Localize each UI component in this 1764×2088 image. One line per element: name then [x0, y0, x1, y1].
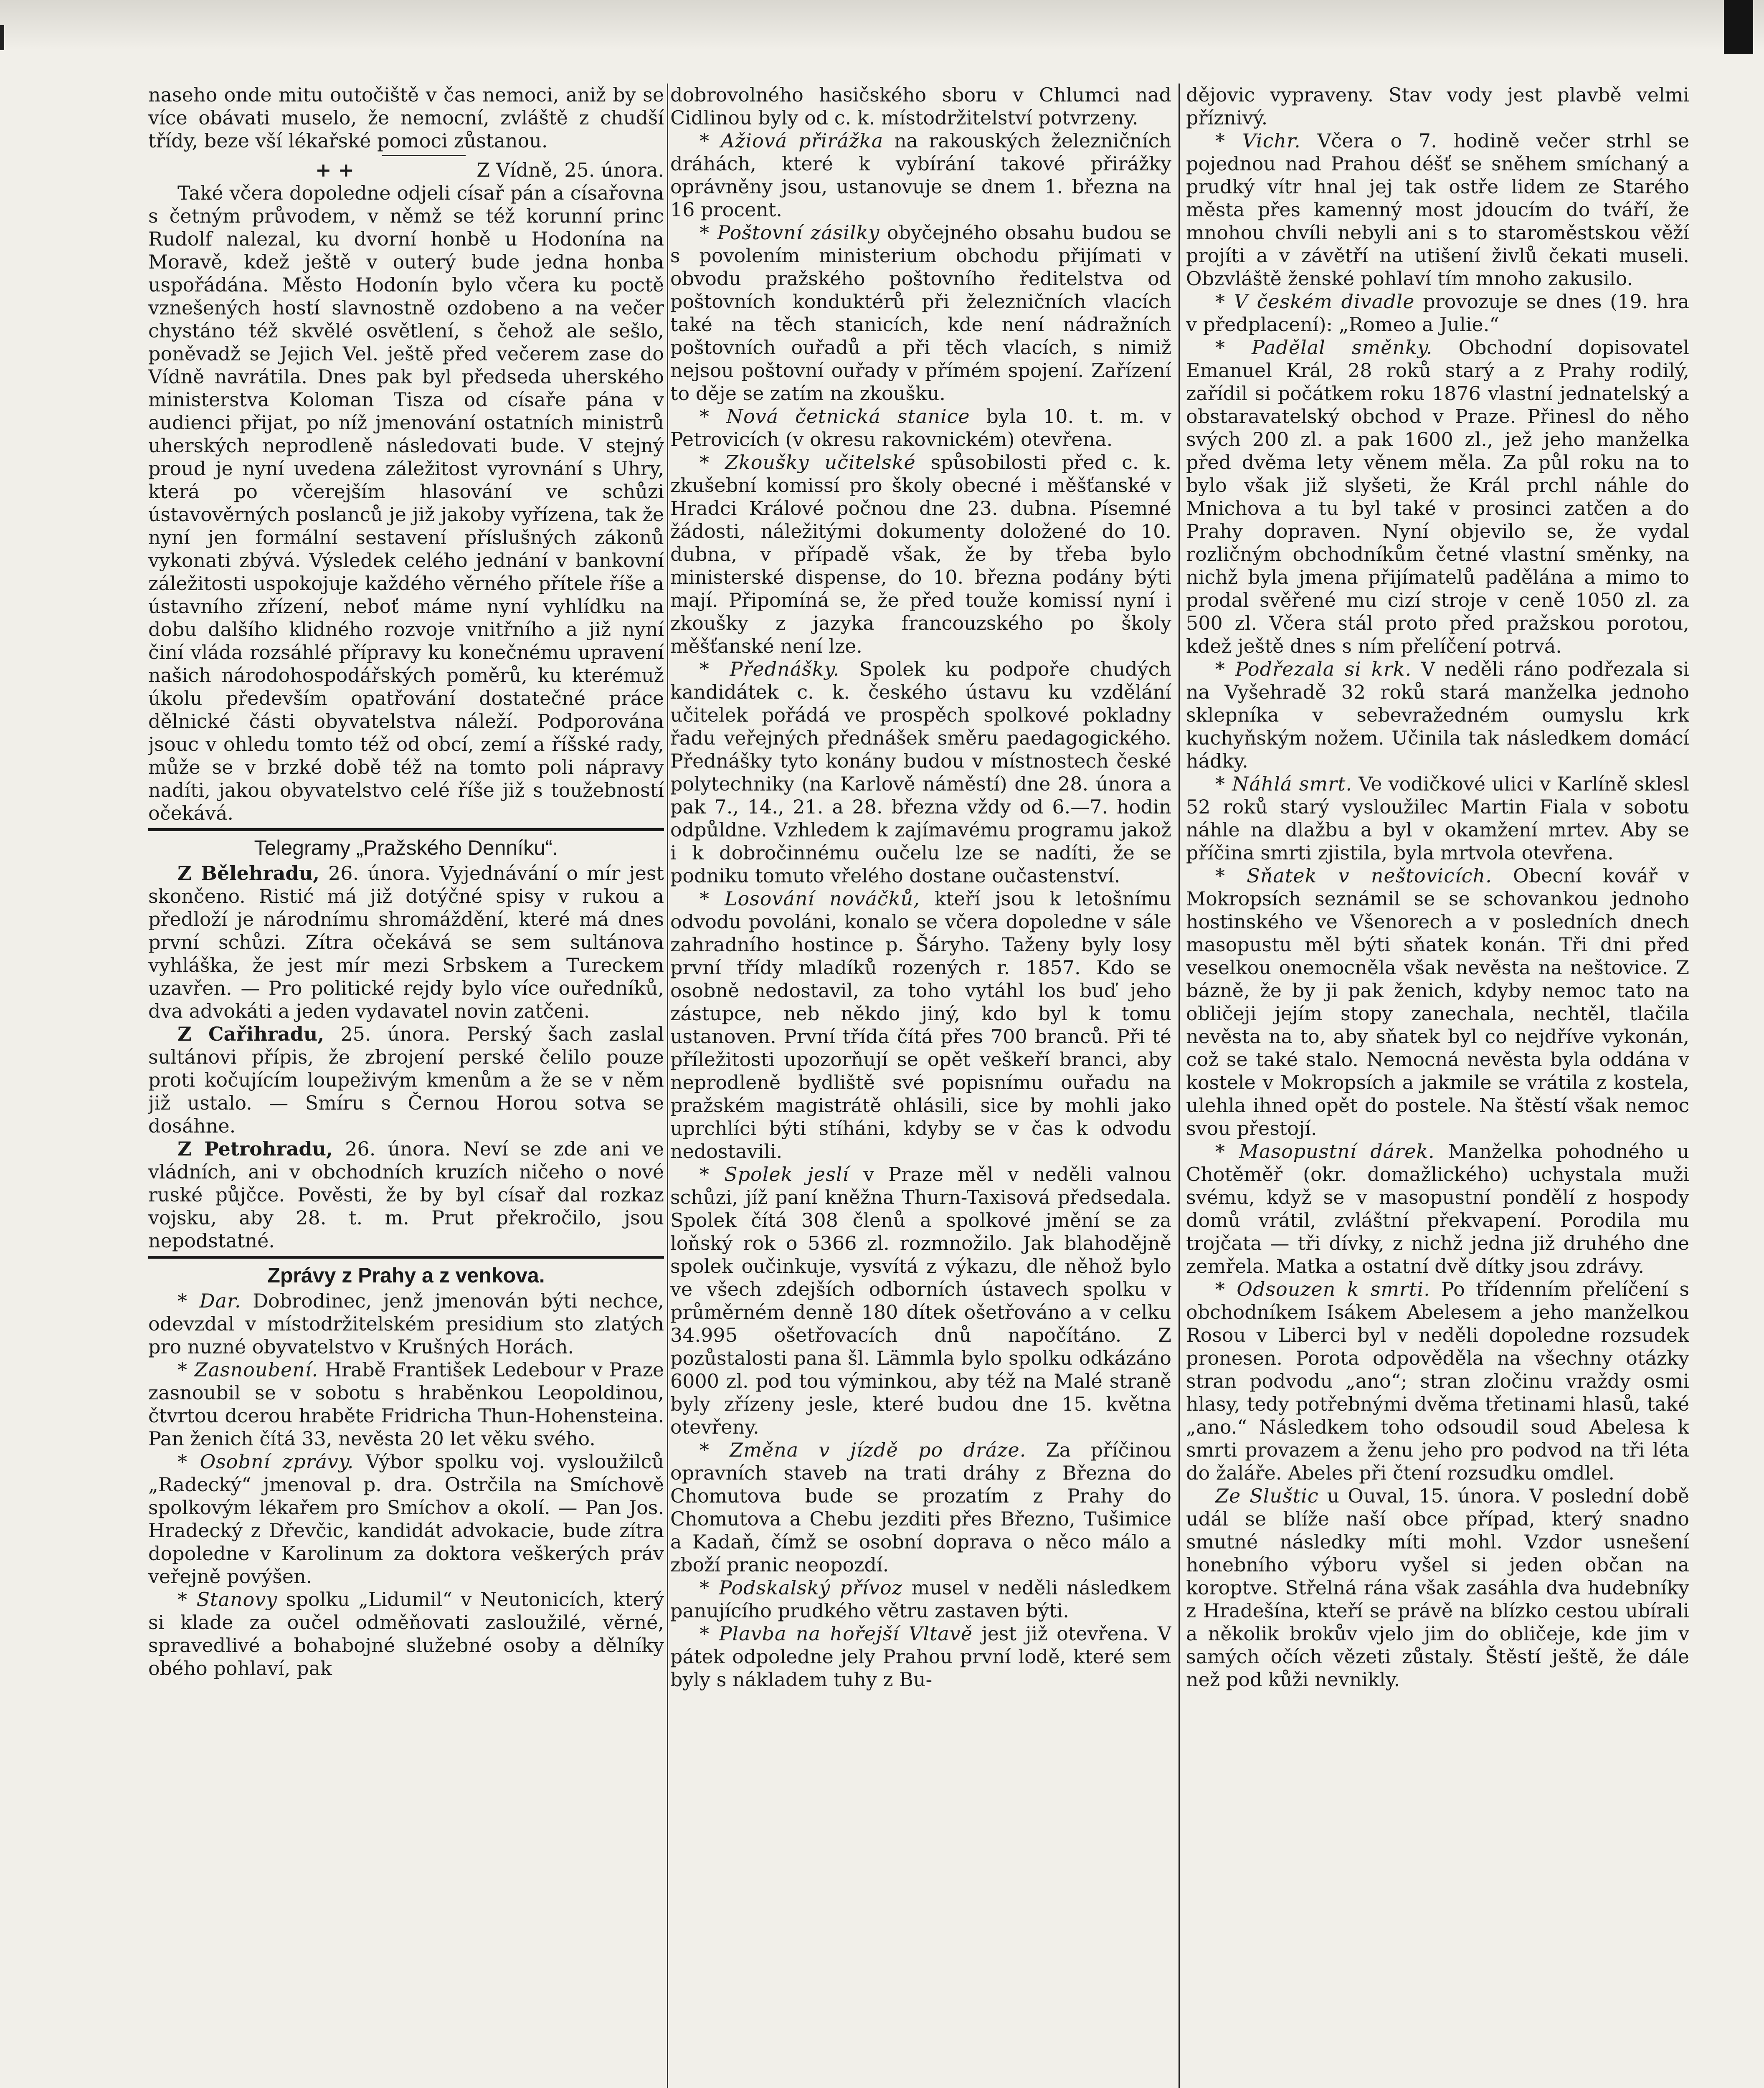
- news-keyword: * Ažiová přirážka: [700, 129, 884, 152]
- short-rule: [382, 155, 466, 156]
- telegram-place: Z Cařihradu,: [177, 1023, 324, 1045]
- news-keyword: * Poštovní zásilky: [700, 221, 880, 244]
- news-keyword: * Masopustní dárek.: [1215, 1140, 1435, 1163]
- news-item: * Masopustní dárek. Manželka pohodného u Chotěměř (okr. domažlického) uchystala muži svému, když se v masopustní pondělí z hospody domů vrátil, zvláštní překvapení. Porodila mu trojčata — tři dívky, z nichž jedna již druhého dne zemřela. Matka a ostatní dvě dítky jsou zdrávy.: [1186, 1140, 1689, 1277]
- news-item: * Plavba na hořejší Vltavě jest již otevřena. V pátek odpoledne jely Prahou první lodě, které sem byly s nákladem tuhy z Bu-: [670, 1622, 1171, 1691]
- news-item: * Zasnoubení. Hrabě František Ledebour v Praze zasnoubil se v sobotu s hraběnkou Leopoldinou, čtvrtou dcerou hraběte Fridricha Thun-Hohensteina. Pan ženich čítá 33, nevěsta 20 let věku svého.: [148, 1358, 664, 1450]
- news-item: * Osobní zprávy. Výbor spolku voj. vysloužilců „Radecký“ jmenoval p. dra. Ostrčila na Smíchově spolkovým lékařem pro Smíchov a okolí. — Pan Jos. Hradecký z Dřevčic, kandidát advokacie, bude zítra dopoledne v Karolinum za doktora veškerých práv veřejně povýšen.: [148, 1450, 664, 1588]
- column-rule-1: [667, 84, 668, 2088]
- telegrams-heading: Telegramy „Pražského Denníku“.: [254, 836, 558, 859]
- news-keyword: * Přednášky.: [700, 658, 840, 680]
- news-keyword: * Padělal směnky.: [1215, 336, 1433, 359]
- telegram-petersburg: Z Petrohradu, 26. února. Neví se zde ani ve vládních, ani v obchodních kruzích ničeho o nové ruské půjčce. Pověsti, že by byl císař dal rozkaz vojsku, aby 28. t. m. Prut překročilo, jsou nepodstatné.: [148, 1138, 664, 1252]
- news-item: * Zkoušky učitelské spůsobilosti před c. k. zkušební komissí pro školy obecné i měšťanské v Hradci Králové počnou dne 23. dubna. Písemné žádosti, náležitými dokumenty doložené do 10. dubna, v případě však, že by třeba bylo ministerské dispense, do 10. března podány býti mají. Připomíná se, že před touže komissí nyní i zkoušky z jazyka francouzského po školy měšťanské není lze.: [670, 451, 1171, 657]
- column-2: [670, 84, 1171, 2088]
- news-item: * Nová četnická stanice byla 10. t. m. v Petrovicích (v okresu rakovnickém) otevřena.: [670, 405, 1171, 451]
- news-item: * Vichr. Včera o 7. hodině večer strhl se pojednou nad Prahou déšť se sněhem smíchaný a prudký vítr hnal jej tak ostře lidem ze Starého města přes kamenný most jdoucím do tváří, že mnohou chvíli nebyli ani s to staroměstskou věží projíti a v závětří na utišení živlů čekati museli. Obzvláště ženské pohlaví tím mnoho zakusilo.: [1186, 129, 1689, 290]
- news-keyword: * Stanovy: [177, 1588, 278, 1611]
- news-item: * Podskalský přívoz musel v neděli následkem panujícího prudkého větru zastaven býti.: [670, 1576, 1171, 1622]
- news-keyword: * V českém divadle: [1215, 290, 1415, 313]
- news-keyword: * Plavba na hořejší Vltavě: [700, 1622, 973, 1645]
- news-keyword: * Zasnoubení.: [177, 1358, 319, 1381]
- section-rule: [148, 1256, 664, 1259]
- news-keyword: * Sňatek v neštovicích.: [1215, 864, 1492, 887]
- article-continuation: dobrovolného hasičského sboru v Chlumci nad Cidlinou byly od c. k. místodržitelství potvrzeny.: [670, 84, 1171, 129]
- news-keyword: * Losování nováčků,: [700, 887, 920, 910]
- vienna-dateline-text: Z Vídně, 25. února.: [476, 159, 664, 181]
- news-keyword: * Dar.: [177, 1290, 241, 1312]
- section-rule: [148, 828, 664, 831]
- news-keyword: * Vichr.: [1215, 129, 1301, 152]
- article-continuation: naseho onde mitu outočiště v čas nemoci, aniž by se více obávati muselo, že nemocní, zvláště z chudší třídy, beze vší lékařské pomoci zůstanou.: [148, 84, 664, 152]
- news-item: * Losování nováčků, kteří jsou k letošnímu odvodu povoláni, konalo se včera dopoledne v sále zahradního hostince p. Šáryho. Taženy byly losy první třídy mladíků rozených r. 1857. Kdo se osobně nedostavil, za toho vytáhl los buď jeho zástupce, neb někdo jiný, kdo byl k tomu ustanoven. První třída čítá přes 700 branců. Při té příležitosti upozorňují se opět veškeří branci, aby neprodleně bydliště své popisnímu ouřadu na pražském magistrátě ohlásili, sice by mohli jako uprchlíci býti stíháni, kdyby se v čas k odvodu nedostavili.: [670, 887, 1171, 1163]
- news-heading: Zprávy z Prahy a z venkova.: [267, 1264, 545, 1287]
- news-item: * Spolek jeslí v Praze měl v neděli valnou schůzi, jíž paní kněžna Thurn-Taxisová předsedala. Spolek čítá 308 členů a spolkové jmění se za loňský rok o 5366 zl. rozmnožilo. Jak blahodějně spolek oučinkuje, vysvítá z výkazu, dle něhož bylo ve všech zdejších odborních ústavech spolku v průměrném denně 180 dítek ošetřováno a v celku 34.995 ošetřovacích dnů napočítáno. Z pozůstalosti pana šl. Lämmla bylo spolku odkázáno 6000 zl. pod tou výminkou, aby též na Malé straně byly zřízeny jesle, které budou dne 15. května otevřeny.: [670, 1163, 1171, 1438]
- news-item: * Dar. Dobrodinec, jenž jmenován býti nechce, odevzdal v místodržitelském presidium sto zlatých pro nuzné obyvatelstvo v Krušných Horách.: [148, 1290, 664, 1358]
- telegram-place: Z Bělehradu,: [177, 862, 319, 884]
- news-item: * Padělal směnky. Obchodní dopisovatel Emanuel Král, 28 roků starý a z Prahy rodilý, zařídil si počátkem roku 1876 vlastní jednatelský a obstaravatelský obchod v Praze. Přinesl do něho svých 200 zl. a pak 1600 zl., jež jeho manželka před dvěma lety věnem měla. Za půl roku na to bylo však již slyšeti, že Král prchl náhle do Mnichova a tu byl také v prosinci zatčen a do Prahy dopraven. Nyní objevilo se, že vydal rozličným obchodníkům četné vlastní směnky, na nichž byla jmena přijímatelů padělána a mimo to prodal svěřené mu cizí stroje v ceně 1050 zl. za 500 zl. Včera stál proto před pražskou porotou, kdež ještě dnes s ním přelíčení potrvá.: [1186, 336, 1689, 657]
- vienna-report: Také včera dopoledne odjeli císař pán a císařovna s četným průvodem, v němž se též korunní princ Rudolf nalezal, ku dvorní honbě u Hodonína na Moravě, kdež ještě v outerý bude jedna honba uspořádána. Město Hodonín bylo včera ku poctě vznešených hostí slavnostně ozdobeno a na večer chystáno též skvělé osvětlení, s čehož ale sešlo, poněvadž se Jejich Vel. ještě před večerem zase do Vídně navrátila. Dnes pak byl předseda uherského ministerstva Koloman Tisza od císaře pána v audienci přijat, po níž jmenování ostatních ministrů uherských neprodleně následovati bude. V stejný proud je nyní uvedena záležitost vyrovnání s Uhry, která po včerejším hlasování ve schůzi ústavověrných poslanců je již jakoby vyřízena, tak že nyní jen formální sestavení příslušných zákonů vykonati zbývá. Výsledek celého jednání v bankovní záležitosti uspokojuje každého věrného přítele říše a ústavního zřízení, neboť máme nyní vyhlídku na dobu dalšího klidného rozvoje vnitřního a již nyní činí vláda rozsáhlé přípravy ku konečnému upravení našich národohospodářských poměrů, ku kterémuž úkolu především opatřování dostatečné práce dělnické části obyvatelstva náleží. Podporována jsouc v ohledu tomto též od obcí, zemí a říšské rady, může se v brzké době též na tomto poli nápravy nadíti, jakou obyvatelstvo celé říše již s toužebností očekává.: [148, 182, 664, 824]
- telegram-belgrade: Z Bělehradu, 26. února. Vyjednávání o mír jest skončeno. Ristić má již dotýčné spisy v rukou a předloží je národnímu shromáždění, které má dnes první schůzi. Zítra očekává se sem sultánova vyhláška, že jest mír mezi Srbskem a Tureckem uzavřen. — Pro politické rejdy bylo více ouředníků, dva advokáti a jeden vydavatel novin zatčeni.: [148, 862, 664, 1022]
- news-item: * V českém divadle provozuje se dnes (19. hra v předplacení): „Romeo a Julie.“: [1186, 290, 1689, 336]
- telegram-constantinople: Z Cařihradu, 25. února. Perský šach zaslal sultánovi přípis, že zbrojení perské čelilo pouze proti kočujícím loupeživým kmenům a že se v něm již ustalo. — Smíru s Černou Horou sotva se dosáhne.: [148, 1023, 664, 1137]
- news-item: * Podřezala si krk. V neděli ráno podřezala si na Vyšehradě 32 roků stará manželka jednoho sklepníka v sebevražedném oumyslu krk kuchyňským nožem. Učinila tak následkem domácí hádky.: [1186, 658, 1689, 772]
- news-keyword: * Náhlá smrt.: [1215, 773, 1353, 795]
- scan-left-mark: [0, 25, 4, 50]
- news-keyword: * Nová četnická stanice: [700, 405, 970, 428]
- news-item: * Změna v jízdě po dráze. Za příčinou opravních staveb na trati dráhy z Března do Chomutova bude se prozatím z Prahy do Chomutova a Chebu jezditi přes Březno, Tušimice a Kadaň, čímž se osobní doprava o něco málo a zboží pranic neopozdí.: [670, 1439, 1171, 1576]
- news-keyword: * Spolek jeslí: [700, 1163, 849, 1186]
- news-item: * Stanovy spolku „Lidumil“ v Neutonicích, který si klade za oučel odměňovati zasloužilé, věrné, spravedlivé a bohabojné služebné osoby a dělníky obého pohlaví, pak: [148, 1588, 664, 1680]
- news-item: * Ažiová přirážka na rakouských železničních dráhách, které k vybírání takové přirážky oprávněny jsou, ustanovuje se dnem 1. března na 16 procent.: [670, 129, 1171, 221]
- news-keyword: * Odsouzen k smrti.: [1215, 1278, 1430, 1300]
- news-item: * Odsouzen k smrti. Po třídenním přelíčení s obchodníkem Isákem Abelesem a jeho manželkou Rosou v Liberci byl v neděli dopoledne rozsudek pronesen. Porota odpověděla na všechny otázky stran podvodu „ano“; stran zločinu vraždy osmi hlasy, tedy potřebnými dvěma třetinami hlasů, také „ano.“ Následkem toho odsoudil soud Abelesa k smrti provazem a ženu jeho pro podvod na tři léta do žaláře. Abeles při čtení rozsudku omdlel.: [1186, 1278, 1689, 1484]
- column-1: [148, 84, 664, 2088]
- news-keyword: * Podřezala si krk.: [1215, 658, 1412, 680]
- news-keyword: * Změna v jízdě po dráze.: [700, 1439, 1026, 1461]
- vienna-dateline: [148, 159, 664, 182]
- news-keyword: * Podskalský přívoz: [700, 1576, 903, 1599]
- column-rule-2: [1179, 84, 1180, 2088]
- column-3: [1186, 84, 1689, 2088]
- news-item: * Sňatek v neštovicích. Obecní kovář v Mokropsích seznámil se se schovankou jednoho hostinského ve Všenorech a v posledních dnech masopustu měl býti sňatek konán. Tři dni před veselkou onemocněla však nevěsta na neštovice. Z bázně, že by ji pak ženich, kdyby nemoc tato na obličeji jejím stopy zanechala, nechtěl, tlačila nevěsta na to, aby sňatek byl co nejdříve vykonán, což se také stalo. Nemocná nevěsta byla oddána v kostele v Mokropsích a jakmile se vrátila z kostela, ulehla ihned opět do postele. Na štěstí však nemoc svou přestojí.: [1186, 864, 1689, 1140]
- scan-corner-mark: [1724, 0, 1753, 54]
- news-keyword: * Osobní zprávy.: [177, 1450, 354, 1473]
- news-keyword: * Zkoušky učitelské: [700, 451, 916, 474]
- telegram-place: Z Petrohradu,: [177, 1138, 333, 1160]
- news-item: * Přednášky. Spolek ku podpoře chudých kandidátek c. k. českého ústavu ku vzdělání učitelek pořádá ve prospěch spolkové pokladny řadu veřejných přednášek směru paedagogického. Přednášky tyto konány budou v místnostech české polytechniky (na Karlově náměstí) dne 28. února a pak 7., 14., 21. a 28. března vždy od 6.—7. hodin odpůldne. Vzhledem k zajímavému programu jakož i k dobročinnému oučelu lze se nadíti, že se podniku tomuto vřelého dostane oučastenství.: [670, 658, 1171, 887]
- news-keyword: Ze Sluštic: [1215, 1485, 1319, 1507]
- page-top-shadow: [0, 0, 1764, 50]
- article-continuation: dějovic vypraveny. Stav vody jest plavbě velmi příznivý.: [1186, 84, 1689, 129]
- cross-marks: + +: [315, 159, 355, 181]
- news-item: * Náhlá smrt. Ve vodičkové ulici v Karlíně sklesl 52 roků starý vysloužilec Martin Fiala v sobotu náhle na dlažbu a byl v okamžení mrtev. Aby se příčina smrti zjistila, byla mrtvola otevřena.: [1186, 773, 1689, 864]
- news-item: Ze Sluštic u Ouval, 15. února. V poslední době udál se blíže naší obce případ, který snadno smutné následky míti mohl. Vzdor usnešení honebního výboru vyšel si jeden občan na koroptve. Střelná rána však zasáhla dva hudebníky z Hradešína, kteří se právě na blízko cestou ubírali a několik brokův vjelo jim do obličeje, kde jim v samých očích vězeti zůstaly. Štěstí ještě, že dále než pod kůži nevnikly.: [1186, 1485, 1689, 1691]
- news-item: * Poštovní zásilky obyčejného obsahu budou se s povolením ministerium obchodu přijímati v obvodu pražského poštovního ředitelstva od poštovních konduktérů při železničních vlacích také na těch stanicích, kde není nádražních poštovních ouřadů a při těch vlacích, s nimiž nejsou poštovní ouřady v přímém spojení. Zařízení to děje se zatím na zkoušku.: [670, 221, 1171, 405]
